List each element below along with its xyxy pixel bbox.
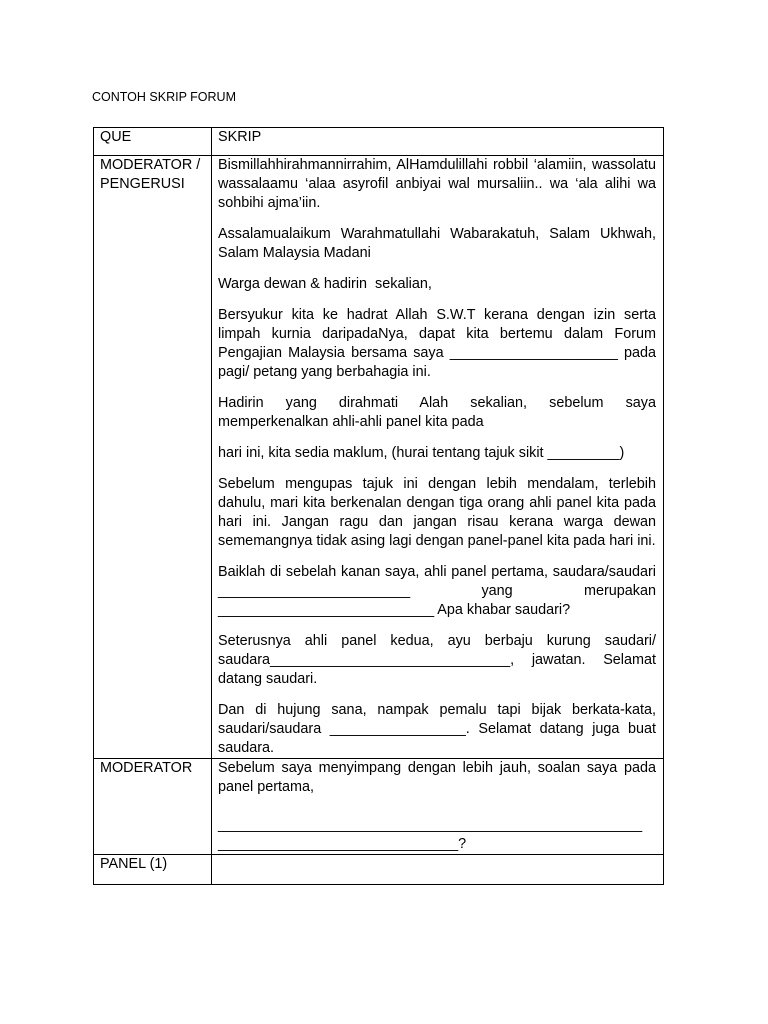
forum-script-table [93, 127, 664, 885]
que-cell: MODERATOR / PENGERUSI [94, 156, 212, 759]
script-paragraph: _____________________________________________________ ______________________________? [218, 817, 647, 852]
header-skrip: SKRIP [212, 128, 664, 156]
script-paragraph: Hadirin yang dirahmati Alah sekalian, sebelum saya memperkenalkan ahli-ahli panel kita pada [218, 395, 660, 430]
table-row [94, 759, 664, 855]
que-cell: MODERATOR [94, 759, 212, 855]
document-title: CONTOH SKRIP FORUM [92, 90, 236, 104]
script-paragraph: Dan di hujung sana, nampak pemalu tapi bijak berkata-kata, saudari/saudara _________________. Selamat datang juga buat saudara. [218, 702, 660, 756]
script-paragraph: Warga dewan & hadirin sekalian, [218, 276, 432, 292]
script-cell-empty [212, 855, 664, 885]
script-paragraph: Baiklah di sebelah kanan saya, ahli panel pertama, saudara/saudari ________________________ yang merupakan ___________________________ Apa khabar saudari? [218, 564, 660, 618]
script-paragraph: Sebelum saya menyimpang dengan lebih jauh, soalan saya pada panel pertama, [218, 760, 660, 795]
script-paragraph: Assalamualaikum Warahmatullahi Wabarakatuh, Salam Ukhwah, Salam Malaysia Madani [218, 226, 660, 261]
que-cell: PANEL (1) [94, 855, 212, 885]
script-cell [212, 759, 664, 855]
table-row [94, 156, 664, 759]
table-row [94, 855, 664, 885]
table-header-row [94, 128, 664, 156]
script-paragraph: Seterusnya ahli panel kedua, ayu berbaju kurung saudari/ saudara______________________________, jawatan. Selamat datang saudari. [218, 633, 660, 687]
header-que: QUE [94, 128, 212, 156]
script-cell [212, 156, 664, 759]
script-paragraph: Sebelum mengupas tajuk ini dengan lebih mendalam, terlebih dahulu, mari kita berkenalan dengan tiga orang ahli panel kita pada hari ini. Jangan ragu dan jangan risau kerana warga dewan sememangnya tidak asing lagi dengan panel-panel kita pada hari ini. [218, 476, 660, 549]
script-paragraph: hari ini, kita sedia maklum, (hurai tentang tajuk sikit _________) [218, 445, 625, 461]
script-paragraph: Bismillahhirahmannirrahim, AlHamdulillahi robbil ‘alamiin, wassolatu wassalaamu ‘alaa asyrofil anbiyai wal mursaliin.. wa ‘ala alihi wa sohbihi ajma’iin. [218, 157, 660, 211]
script-paragraph: Bersyukur kita ke hadrat Allah S.W.T kerana dengan izin serta limpah kurnia daripadaNya, dapat kita bertemu dalam Forum Pengajian Malaysia bersama saya _____________________ pada pagi/ petang yang berbahagia ini. [218, 307, 660, 380]
